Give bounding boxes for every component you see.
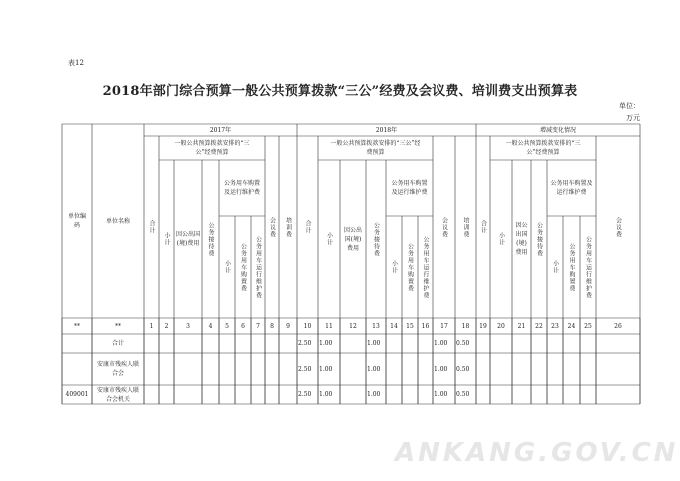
row-value	[318, 334, 340, 353]
index-number-text: 22	[535, 322, 543, 330]
row-name-text: 安康市残疾人联合会机关	[96, 386, 139, 403]
index-number	[279, 318, 297, 334]
row-value-text: 1.00	[319, 365, 333, 373]
index-number-text: 7	[256, 322, 260, 330]
header-vehicle-subtotal	[219, 216, 235, 318]
header-sangong-text: 一般公共预算拨款安排的“三公”经费预算	[174, 140, 250, 156]
header-total	[297, 136, 318, 318]
row-code	[62, 353, 92, 385]
header-vehicle-subtotal-text: 小计	[390, 260, 398, 274]
index-number	[235, 318, 251, 334]
header-year-2018	[297, 124, 476, 136]
header-reception-text: 公务接待费	[372, 221, 380, 257]
row-value-text: 1.00	[367, 391, 381, 398]
row-value-text: 1.00	[319, 391, 333, 398]
header-meeting	[265, 136, 279, 318]
index-number	[265, 318, 279, 334]
header-sangong-text: 一般公共预算拨款安排的“三公”经费预算	[330, 140, 421, 156]
index-number	[512, 318, 531, 334]
header-vehicle-maint	[251, 216, 265, 318]
index-number-text: 6	[241, 322, 245, 330]
row-value	[366, 385, 386, 404]
index-number-text: 23	[551, 322, 559, 330]
header-year-2018-text: 2018年	[375, 126, 398, 134]
header-unit-name-text: 单位名称	[105, 217, 130, 225]
header-abroad	[174, 160, 202, 318]
header-unit-code	[62, 124, 92, 318]
index-number-text: 13	[372, 322, 380, 330]
header-total-text: 合计	[479, 220, 487, 234]
row-value	[366, 334, 386, 353]
header-meeting-text: 会议费	[440, 216, 448, 238]
header-vehicle-purchase-text: 公务用车购置费	[568, 242, 575, 292]
header-vehicle-text: 公务用车购置及运行维护费	[391, 180, 428, 196]
header-total	[476, 136, 490, 318]
header-subtotal	[159, 160, 174, 318]
header-vehicle	[219, 160, 265, 216]
header-sangong	[159, 136, 265, 160]
index-number	[563, 318, 580, 334]
index-name-text: **	[115, 322, 121, 330]
row-value-text: 2.50	[298, 391, 312, 398]
index-number-text: 20	[497, 322, 505, 330]
row-value-text: 1.00	[434, 391, 448, 398]
row-value	[297, 334, 318, 353]
header-vehicle	[547, 160, 596, 216]
header-subtotal	[490, 160, 512, 318]
index-number	[297, 318, 318, 334]
header-training	[279, 136, 297, 318]
row-value	[297, 353, 318, 385]
header-total	[144, 136, 159, 318]
header-change-text: 增减变化情况	[539, 126, 576, 134]
index-number-text: 10	[303, 322, 312, 330]
header-vehicle-purchase-text: 公务用车购置费	[406, 242, 414, 292]
row-value	[433, 385, 455, 404]
index-number-text: 26	[614, 322, 622, 330]
header-vehicle	[386, 160, 433, 216]
header-abroad-text: 因公出国(境)费用	[515, 222, 528, 256]
index-number-text: 18	[461, 322, 470, 330]
header-year-2017-text: 2017年	[209, 126, 232, 134]
header-subtotal	[318, 160, 340, 318]
row-name	[92, 353, 144, 385]
header-abroad-text: 因公出国(境)费用	[343, 226, 362, 252]
header-training-text: 培训费	[462, 216, 469, 238]
index-number-text: 24	[567, 322, 576, 330]
header-meeting	[596, 136, 640, 318]
row-value-text: 0.50	[456, 340, 470, 347]
index-number-text: 2	[164, 322, 169, 330]
index-number	[386, 318, 402, 334]
row-value-text: 1.00	[367, 340, 381, 347]
row-name-text: 安康市残疾人联合会	[96, 361, 139, 377]
index-number	[490, 318, 512, 334]
index-number	[580, 318, 596, 334]
index-code	[62, 318, 92, 334]
unit-label-text: 单位：	[619, 102, 640, 110]
row-value-text: 1.00	[319, 340, 333, 347]
header-meeting-text: 会议费	[614, 216, 622, 238]
index-number	[144, 318, 159, 334]
index-number	[318, 318, 340, 334]
header-vehicle-purchase	[235, 216, 251, 318]
header-total-text: 合计	[148, 220, 155, 234]
header-unit-name	[92, 124, 144, 318]
header-reception-text: 公务接待费	[535, 221, 543, 257]
header-vehicle-maint	[418, 216, 433, 318]
index-number-text: 17	[440, 322, 448, 330]
header-sangong	[318, 136, 433, 160]
index-number	[366, 318, 386, 334]
header-unit-code-text: 单位编码	[68, 213, 87, 229]
index-number	[433, 318, 455, 334]
row-code	[62, 385, 92, 404]
index-number	[547, 318, 563, 334]
row-value	[318, 385, 340, 404]
header-vehicle-maint-text: 公务用车运行维护费	[584, 235, 592, 299]
index-code-text: **	[74, 322, 80, 330]
row-value	[455, 385, 476, 404]
index-number-text: 12	[349, 322, 357, 330]
watermark: ANKANG.GOV.CN	[395, 438, 679, 468]
row-value	[366, 353, 386, 385]
header-vehicle-subtotal-text: 小计	[551, 260, 559, 274]
page-title: 2018年部门综合预算一般公共预算拨款“三公”经费及会议费、培训费支出预算表	[102, 84, 578, 99]
index-number-text: 14	[390, 322, 398, 330]
row-value	[433, 334, 455, 353]
header-vehicle-purchase	[402, 216, 418, 318]
index-name	[92, 318, 144, 334]
index-number-text: 15	[406, 322, 414, 330]
header-vehicle-maint-text: 公务用车运行维护费	[254, 235, 262, 299]
header-vehicle-subtotal	[386, 216, 402, 318]
row-value-text: 1.00	[434, 365, 448, 373]
header-reception	[202, 160, 219, 318]
index-number-text: 4	[208, 322, 213, 330]
row-value-text: 1.00	[434, 340, 448, 347]
index-number-text: 5	[225, 322, 229, 330]
header-vehicle-purchase	[563, 216, 580, 318]
header-vehicle-text: 公务用车购置及运行维护费	[223, 180, 260, 196]
row-value	[297, 385, 318, 404]
header-change	[476, 124, 640, 136]
row-value-text: 1.00	[367, 365, 381, 373]
header-sangong	[490, 136, 596, 160]
header-vehicle-purchase-text: 公务用车购置费	[239, 242, 247, 292]
row-value-text: 0.50	[456, 365, 470, 373]
row-name	[92, 334, 144, 353]
header-training	[455, 136, 476, 318]
index-number-text: 9	[286, 322, 290, 330]
row-code	[62, 334, 92, 353]
index-number-text: 16	[421, 322, 430, 330]
index-number-text: 25	[584, 322, 592, 330]
header-vehicle-text: 公务用车购置及运行维护费	[550, 180, 593, 196]
header-vehicle-maint	[580, 216, 596, 318]
table-label: 表12	[68, 59, 84, 67]
index-number-text: 21	[517, 322, 526, 330]
row-value-text: 0.50	[456, 391, 470, 398]
row-value-text: 2.50	[298, 340, 312, 347]
header-abroad-text: 因公出国(境)费用	[176, 231, 201, 247]
header-vehicle-subtotal	[547, 216, 563, 318]
row-value	[433, 353, 455, 385]
header-subtotal-text: 小计	[497, 232, 505, 246]
header-year-2017	[144, 124, 297, 136]
header-subtotal-text: 小计	[163, 232, 170, 246]
index-number	[418, 318, 433, 334]
index-number	[455, 318, 476, 334]
index-number	[596, 318, 640, 334]
unit-value-text: 万元	[626, 114, 640, 122]
index-number	[531, 318, 547, 334]
header-training-text: 培训费	[284, 216, 292, 238]
index-number	[159, 318, 174, 334]
header-vehicle-subtotal-text: 小计	[223, 260, 231, 274]
index-number	[340, 318, 366, 334]
header-sangong-text: 一般公共预算拨款安排的“三公”经费预算	[505, 140, 581, 156]
row-value	[455, 353, 476, 385]
header-reception	[531, 160, 547, 318]
row-value	[455, 334, 476, 353]
index-number	[251, 318, 265, 334]
index-number	[402, 318, 418, 334]
row-name	[92, 385, 144, 404]
index-number	[476, 318, 490, 334]
header-vehicle-maint-text: 公务用车运行维护费	[422, 235, 429, 299]
row-code-text: 409001	[65, 391, 89, 398]
index-number-text: 19	[479, 322, 487, 330]
header-meeting-text: 会议费	[268, 216, 276, 238]
header-reception-text: 公务接待费	[207, 221, 214, 257]
index-number	[174, 318, 202, 334]
header-total-text: 合计	[304, 220, 311, 234]
row-value-text: 2.50	[298, 365, 312, 373]
row-value	[318, 353, 340, 385]
index-number	[219, 318, 235, 334]
index-number-text: 1	[149, 322, 154, 330]
index-number	[202, 318, 219, 334]
index-number-text: 11	[325, 322, 333, 330]
header-subtotal-text: 小计	[325, 232, 333, 246]
header-meeting	[433, 136, 455, 318]
header-abroad	[340, 160, 366, 318]
index-number-text: 8	[270, 322, 274, 330]
index-number-text: 3	[186, 322, 190, 330]
row-name-text: 合计	[111, 340, 124, 347]
header-abroad	[512, 160, 531, 318]
header-reception	[366, 160, 386, 318]
